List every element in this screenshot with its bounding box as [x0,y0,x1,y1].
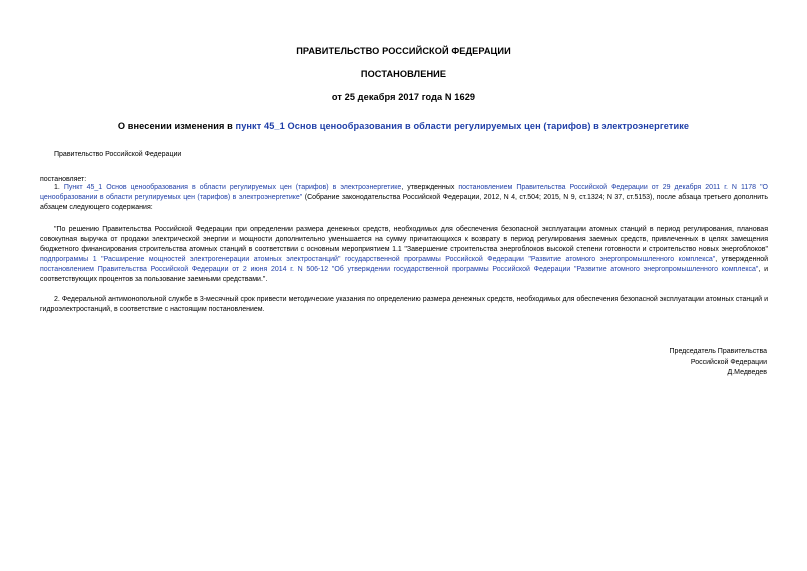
signature-block [670,347,767,379]
intro-text: Правительство Российской Федерации [54,151,182,158]
paragraph-2: 2. Федеральной антимонопольной службе в 3-месячный срок привести методические указания по определению размера денежных средств, необходимых для обеспечения безопасной эксплуатации атомных станций и гидроэлектростанций, в соответствие с настоящим постановлением. [40,296,768,313]
signature-country: Российской Федерации [690,358,767,366]
p1-link-pункт[interactable]: Пункт 45_1 Основ ценообразования в области регулируемых цен (тарифов) в электроэнергетике [63,184,402,191]
p1-number: 1. [54,184,64,191]
quote-text-2: , утвержденной [715,256,769,263]
quote-text-3: , и соответствующих процентов за пользование заемными средствами.". [40,266,768,283]
p1-link-postanovlenie[interactable]: постановлением Правительства Российской Федерации от 29 декабря 2011 г. N 1178 "О ценообразовании в области регулируемых цен (тарифов) в электроэнергетике" [40,184,768,201]
doc-type-heading: ПОСТАНОВЛЕНИЕ [360,69,447,79]
signature-position: Председатель Правительства [669,348,767,355]
quote-text-1: "По решению Правительства Российской Федерации при определении размера денежных средств, необходимых для обеспечения безопасной эксплуатации атомных станций в период регулирования, плановая совокупная выручка от продажи электрической энергии и мощности дополнительно уменьшается на сумму причитающихся к возврату в период регулирования заемных средств, привлеченных в целях замещения бюджетного финансирования строительства атомных станций в соответствии с основным мероприятием 1.1 "Завершение строительства энергоблоков высокой степени готовности и строительство новых энергоблоков" [40,226,768,253]
signature-name: Д.Медведев [727,369,767,376]
quote-link-podprogramma[interactable]: подпрограммы 1 "Расширение мощностей электрогенерации атомных электростанций" государственной программы Российской Федерации "Развитие атомного энергопромышленного комплекса" [40,256,716,263]
decides-text: постановляет: [40,176,87,183]
title-prefix: О внесении изменения в [117,121,236,131]
paragraph-1 [40,183,768,213]
p1-text-2: (Собрание законодательства Российской Федерации, 2012, N 4, ст.504; 2015, N 9, ст.1324; N 37, ст.5153), после абзаца третьего дополнить абзацем следующего содержания: [40,194,768,211]
p1-text-1: , утвержденных [401,184,459,191]
org-heading: ПРАВИТЕЛЬСТВО РОССИЙСКОЙ ФЕДЕРАЦИИ [296,46,511,56]
date-number-heading: от 25 декабря 2017 года N 1629 [331,92,476,102]
quote-link-postanovlenie[interactable]: постановлением Правительства Российской Федерации от 2 июня 2014 г. N 506-12 "Об утверждении государственной программы Российской Федерации "Развитие атомного энергопромышленного комплекса" [40,266,759,273]
title-link[interactable]: пункт 45_1 Основ ценообразования в области регулируемых цен (тарифов) в электроэнергетике [235,121,690,131]
document-title [0,121,807,132]
quote-paragraph [40,225,768,285]
